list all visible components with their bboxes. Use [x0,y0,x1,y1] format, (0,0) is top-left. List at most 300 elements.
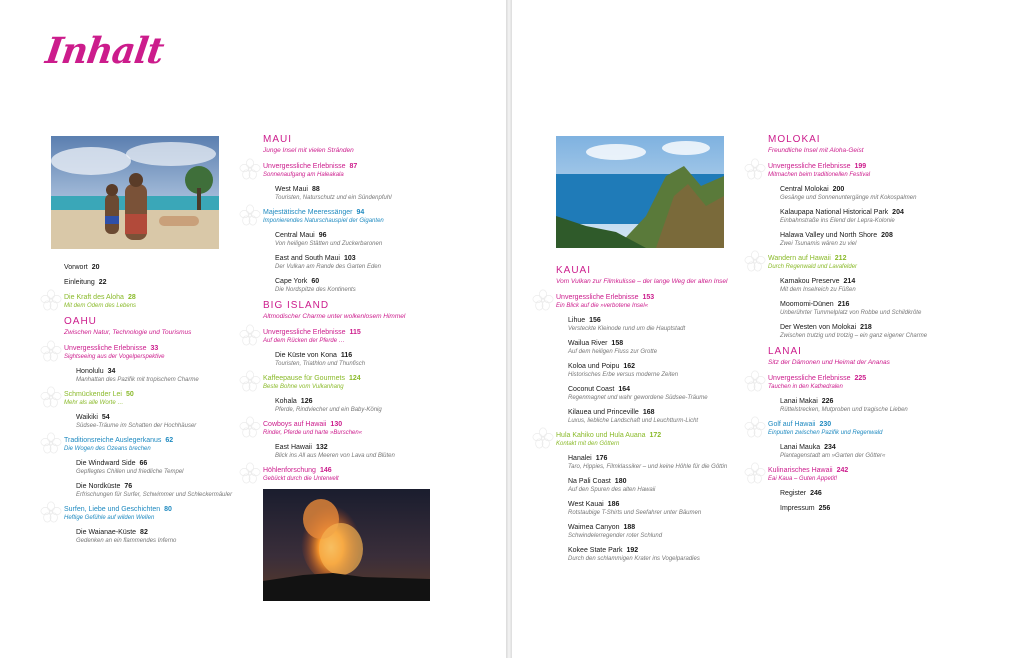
hibiscus-flower-icon [532,427,554,449]
hibiscus-flower-icon [744,158,766,180]
entry-title-line [780,443,968,452]
toc-entry[interactable] [556,362,756,379]
entry-title-line [556,293,756,302]
entry-page-number: 126 [300,398,313,405]
entry-title: Hanalei [568,455,592,462]
entry-title-line [275,277,463,286]
entry-page-number: 226 [821,398,834,405]
toc-entry[interactable] [64,459,244,476]
entry-title: Golf auf Hawaii [768,421,816,428]
entry-subtitle: Ein Blick auf die »verbotene Insel« [556,303,649,309]
toc-entry[interactable] [556,477,756,494]
entry-subtitle: Gebückt durch die Unterwelt [263,476,339,482]
toc-section-heading [768,346,968,367]
entry-page-number: 164 [618,386,630,393]
toc-entry[interactable] [768,489,968,498]
entry-title: Die Nordküste [76,483,121,490]
entry-title-line [263,374,463,383]
entry-title: West Kauai [568,501,604,508]
toc-entry[interactable] [263,397,463,414]
entry-subtitle: Rüttelstrecken, Mutproben und tragische Lieben [780,407,908,413]
entry-title: Moomomi-Dünen [780,301,834,308]
entry-subtitle: Schwindelerregender roter Schlund [568,533,663,539]
entry-subtitle: Rotstaubige T-Shirts und Seefahrer unter Bäumen [568,510,702,516]
entry-title-line [768,374,968,383]
entry-page-number: 156 [589,317,601,324]
entry-page-number: 188 [623,524,636,531]
toc-entry[interactable] [64,413,244,430]
section-title: MAUI [263,134,292,145]
entry-title: Impressum [780,505,815,512]
entry-subtitle: Versteckte Kleinode rund um die Hauptstadt [568,326,686,332]
entry-page-number: 115 [349,329,361,336]
toc-entry[interactable] [263,420,463,437]
entry-subtitle: Kontakt mit den Göttern [556,441,620,447]
entry-page-number: 66 [139,460,148,467]
entry-subtitle: Einputten zwischen Pazifik und Regenwald [768,430,883,436]
entry-subtitle: Pferde, Rindviecher und ein Baby-König [275,407,382,413]
entry-title: Halawa Valley und North Shore [780,232,878,239]
entry-page-number: 204 [892,209,904,216]
toc-column-kauai [556,265,756,569]
entry-title-line [768,162,968,171]
toc-entry[interactable] [263,185,463,202]
entry-page-number: 216 [837,301,850,308]
toc-section-heading [263,134,463,155]
entry-subtitle: Beste Bohne vom Vulkanhang [263,384,344,390]
section-title: BIG ISLAND [263,300,330,311]
entry-page-number: 22 [98,279,107,286]
entry-title-line [64,390,244,399]
entry-title: Unvergessliche Erlebnisse [263,163,346,170]
section-subtitle: Zwischen Natur, Technologie und Tourismus [64,329,192,336]
entry-page-number: 34 [107,368,116,375]
entry-title: Unvergessliche Erlebnisse [64,345,147,352]
entry-subtitle: Durch den schlammigen Krater ins Vogelparadies [568,556,700,562]
entry-page-number: 246 [810,490,822,497]
entry-page-number: 20 [91,264,100,271]
section-title: KAUAI [556,265,592,276]
hibiscus-flower-icon [744,250,766,272]
entry-title-line [568,546,756,555]
hibiscus-flower-icon [239,370,261,392]
entry-title: Na Pali Coast [568,478,611,485]
toc-section-heading [263,300,463,321]
entry-subtitle: Plantagenstadt am »Garten der Götter« [780,453,886,459]
entry-page-number: 214 [843,278,856,285]
hibiscus-flower-icon [239,204,261,226]
toc-entry[interactable] [768,397,968,414]
entry-page-number: 94 [356,209,365,216]
hibiscus-flower-icon [239,462,261,484]
entry-subtitle: Heftige Gefühle auf wilden Wellen [64,515,155,521]
section-title: LANAI [768,346,802,357]
section-title: MOLOKAI [768,134,821,145]
toc-entry[interactable] [768,443,968,460]
toc-entry[interactable] [64,278,244,287]
entry-title: Einleitung [64,279,95,286]
entry-page-number: 33 [150,345,159,352]
toc-entry[interactable] [556,431,756,448]
entry-title-line [76,459,244,468]
entry-page-number: 146 [319,467,332,474]
entry-title-line [768,420,968,429]
entry-subtitle: Sightseeing aus der Vogelperspektive [64,354,165,360]
entry-title: Kohala [275,398,297,405]
entry-title: Coconut Coast [568,386,615,393]
entry-page-number: 60 [311,278,320,285]
entry-title-line [568,500,756,509]
toc-entry[interactable] [263,208,463,225]
toc-entry[interactable] [263,466,463,483]
entry-title: Surfen, Liebe und Geschichten [64,506,161,513]
entry-page-number: 180 [614,478,627,485]
toc-entry[interactable] [768,231,968,248]
toc-section-heading [64,316,244,337]
entry-subtitle: Manhattan des Pazifik mit tropischem Charme [76,377,199,383]
entry-page-number: 218 [860,324,872,331]
page-title: Inhalt [43,30,166,72]
entry-page-number: 103 [344,255,356,262]
hibiscus-flower-icon [40,289,62,311]
entry-title: Kaffeepause für Gourmets [263,375,345,382]
entry-subtitle: Gedenken an ein flammendes Inferno [76,538,177,544]
entry-title: East and South Maui [275,255,340,262]
entry-title: Unvergessliche Erlebnisse [768,375,851,382]
entry-page-number: 132 [315,444,328,451]
entry-title-line [568,523,756,532]
entry-title: Honolulu [76,368,104,375]
entry-subtitle: Gepflegtes Chillen und friedliche Tempel [76,469,184,475]
toc-entry[interactable] [556,546,756,563]
entry-subtitle: Regenmagnet und wahr gewordene Südsee-Träume [568,395,708,401]
entry-subtitle: Touristen, Triathlon und Thunfisch [275,361,366,367]
toc-section-heading [556,265,756,286]
entry-title-line [780,489,968,498]
entry-subtitle: Unberührter Tummelplatz von Robbe und Schildkröte [780,310,922,316]
entry-title-line [568,362,756,371]
entry-title: Die Windward Side [76,460,136,467]
entry-title-line [64,436,244,445]
entry-title: Vorwort [64,264,88,271]
entry-page-number: 87 [349,163,358,170]
entry-subtitle: Gesänge und Sonnenuntergänge mit Kokospalmen [780,195,917,201]
entry-subtitle: Die Wogen des Ozeans brechen [64,446,151,452]
entry-title-line [568,339,756,348]
entry-title-line [275,397,463,406]
toc-entry[interactable] [768,300,968,317]
entry-page-number: 256 [818,505,831,512]
entry-title-line [263,208,463,217]
section-subtitle: Freundliche Insel mit Aloha-Geist [768,147,864,154]
toc-entry[interactable] [263,231,463,248]
entry-title-line [568,316,756,325]
entry-subtitle: Mit dem Odem des Lebens [64,303,137,309]
entry-title-line [780,397,968,406]
entry-subtitle: Der Vulkan am Rande des Garten Eden [275,264,381,270]
section-subtitle: Vom Vulkan zur Filmkulisse – der lange Weg der alten Insel [556,278,728,285]
entry-subtitle: Südsee-Träume im Schatten der Hochhäuser [76,423,197,429]
entry-title: Majestätische Meeressänger [263,209,353,216]
toc-entry[interactable] [768,323,968,340]
toc-entry[interactable] [556,454,756,471]
toc-entry[interactable] [64,263,244,272]
entry-title-line [263,466,463,475]
toc-entry[interactable] [64,482,244,499]
entry-page-number: 88 [311,186,320,193]
entry-page-number: 82 [140,529,148,536]
entry-subtitle: Erfrischungen für Surfer, Schwimmer und Schleckermäuler [76,492,233,498]
entry-title-line [64,278,244,287]
entry-title-line [263,162,463,171]
entry-title: Kulinarisches Hawaii [768,467,833,474]
entry-title: Central Maui [275,232,315,239]
entry-title-line [275,185,463,194]
entry-page-number: 80 [164,506,172,513]
entry-subtitle: Tauchen in den Kathedralen [768,384,843,390]
toc-entry[interactable] [263,351,463,368]
entry-title-line [780,208,968,217]
toc-entry[interactable] [556,316,756,333]
entry-subtitle: Rinder, Pferde und harte »Burschen« [263,430,363,436]
entry-subtitle: Auf dem Rücken der Pferde … [263,338,345,344]
entry-subtitle: Einbahnstraße ins Elend der Lepra-Kolonie [780,218,895,224]
toc-entry[interactable] [768,254,968,271]
entry-page-number: 168 [642,409,655,416]
entry-page-number: 162 [623,363,636,370]
entry-title-line [780,277,968,286]
entry-page-number: 54 [101,414,110,421]
section-subtitle: Altmodischer Charme unter wolkenlosem Himmel [263,313,406,320]
right-page [512,0,1020,658]
hibiscus-flower-icon [239,416,261,438]
entry-subtitle: Touristen, Naturschutz und ein Sündenpfuhl [275,195,392,201]
toc-entry[interactable] [263,374,463,391]
entry-title: Lanai Makai [780,398,818,405]
toc-column-left [64,263,244,551]
entry-title-line [275,443,463,452]
entry-subtitle: Mit dem Inselreich zu Füßen [780,287,856,293]
entry-title-line [76,528,244,537]
entry-title-line [768,254,968,263]
toc-entry[interactable] [263,328,463,345]
entry-title: Die Küste von Kona [275,352,337,359]
entry-subtitle: Blick ins All aus Meeren von Lava und Blüten [275,453,395,459]
entry-title-line [64,505,244,514]
entry-title: Höhlenforschung [263,467,316,474]
toc-entry[interactable] [263,277,463,294]
entry-title: Die Waianae-Küste [76,529,137,536]
entry-title: Unvergessliche Erlebnisse [768,163,851,170]
entry-subtitle: Mehr als alle Worte … [64,400,124,406]
entry-page-number: 225 [854,375,867,382]
entry-page-number: 186 [607,501,620,508]
entry-page-number: 242 [836,467,849,474]
entry-title-line [64,263,244,272]
entry-subtitle: Von heiligen Stätten und Zuckerbaronen [275,241,383,247]
entry-title: Schmückender Lei [64,391,122,398]
entry-title-line [780,300,968,309]
entry-page-number: 124 [348,375,361,382]
entry-title-line [275,254,463,263]
toc-entry[interactable] [64,390,244,407]
hibiscus-flower-icon [40,386,62,408]
entry-title-line [780,504,968,513]
entry-subtitle: Durch Regenwald und Lavafelder [768,264,858,270]
entry-title-line [568,408,756,417]
hibiscus-flower-icon [744,416,766,438]
entry-page-number: 153 [642,294,655,301]
photo-volcano-eruption [263,489,430,601]
toc-column-right [768,134,968,519]
entry-page-number: 158 [611,340,624,347]
hibiscus-flower-icon [744,462,766,484]
toc-entry[interactable] [64,528,244,545]
entry-page-number: 50 [125,391,134,398]
entry-title: Cape York [275,278,308,285]
entry-title: Wandern auf Hawaii [768,255,831,262]
entry-title-line [568,385,756,394]
hibiscus-flower-icon [239,158,261,180]
entry-subtitle: Imponierendes Naturschauspiel der Giganten [263,218,384,224]
entry-title: Lanai Mauka [780,444,821,451]
entry-page-number: 230 [819,421,832,428]
toc-entry[interactable] [768,466,968,483]
toc-entry[interactable] [263,443,463,460]
toc-entry[interactable] [768,185,968,202]
toc-entry[interactable] [556,339,756,356]
entry-title-line [64,293,244,302]
entry-title-line [263,420,463,429]
entry-subtitle: Die Nordspitze des Kontinents [275,287,356,293]
entry-title-line [556,431,756,440]
entry-title-line [780,185,968,194]
entry-title: Unvergessliche Erlebnisse [556,294,639,301]
entry-title: Koloa und Poipu [568,363,620,370]
entry-page-number: 212 [834,255,847,262]
entry-page-number: 28 [127,294,136,301]
entry-title: Die Kraft des Aloha [64,294,124,301]
entry-subtitle: Luxus, liebliche Landschaft und Leuchtturm-Licht [568,418,699,424]
entry-title-line [780,323,968,332]
toc-entry[interactable] [556,293,756,310]
photo-na-pali-coast [556,136,724,248]
section-subtitle: Sitz der Dämonen und Heimat der Ananas [768,359,890,366]
toc-entry[interactable] [768,504,968,513]
toc-entry[interactable] [556,385,756,402]
toc-entry[interactable] [768,277,968,294]
entry-title-line [263,328,463,337]
photo-beach-people [51,136,219,249]
entry-subtitle: Sonnenaufgang am Haleakala [263,172,344,178]
toc-entry[interactable] [556,500,756,517]
entry-title: Register [780,490,807,497]
hibiscus-flower-icon [40,432,62,454]
entry-title: Der Westen von Molokai [780,324,857,331]
hibiscus-flower-icon [40,501,62,523]
entry-page-number: 176 [595,455,608,462]
toc-column-middle [263,134,463,489]
entry-page-number: 130 [330,421,343,428]
hibiscus-flower-icon [744,370,766,392]
entry-title-line [768,466,968,475]
entry-title-line [76,367,244,376]
entry-title: Kalaupapa National Historical Park [780,209,889,216]
entry-page-number: 76 [124,483,133,490]
toc-entry[interactable] [768,162,968,179]
entry-page-number: 116 [340,352,353,359]
entry-subtitle: Eai Kaua – Guten Appetit! [768,476,838,482]
hibiscus-flower-icon [239,324,261,346]
entry-subtitle: Taro, Hippies, Filmklassiker – und keine Höhle für die Göttin [568,464,728,470]
entry-title-line [64,344,244,353]
entry-title: Central Molokai [780,186,829,193]
entry-title: Kilauea und Princeville [568,409,639,416]
toc-entry[interactable] [768,420,968,437]
entry-subtitle: Historisches Erbe versus moderne Zeiten [568,372,679,378]
section-subtitle: Junge Insel mit vielen Stränden [263,147,354,154]
toc-entry[interactable] [263,254,463,271]
entry-title-line [780,231,968,240]
toc-entry[interactable] [768,208,968,225]
entry-title-line [568,477,756,486]
toc-entry[interactable] [768,374,968,391]
entry-title-line [275,231,463,240]
toc-entry[interactable] [64,367,244,384]
entry-subtitle: Auf dem heiligen Fluss zur Grotte [568,349,658,355]
entry-title: Cowboys auf Hawaii [263,421,327,428]
entry-page-number: 234 [824,444,836,451]
entry-title: Unvergessliche Erlebnisse [263,329,346,336]
entry-subtitle: Zwischen trutzig und trotzig – ein ganz eigener Charme [780,333,928,339]
hibiscus-flower-icon [40,340,62,362]
entry-title-line [76,482,244,491]
toc-entry[interactable] [556,408,756,425]
entry-title-line [76,413,244,422]
entry-title: Wailua River [568,340,608,347]
toc-entry[interactable] [64,505,244,522]
entry-page-number: 96 [318,232,327,239]
entry-subtitle: Auf den Spuren des alten Hawaii [568,487,656,493]
entry-page-number: 208 [881,232,893,239]
toc-entry[interactable] [64,344,244,361]
toc-entry[interactable] [64,293,244,310]
entry-subtitle: Zwei Tsunamis wären zu viel [780,241,857,247]
entry-page-number: 62 [165,437,174,444]
entry-title: Lihue [568,317,586,324]
entry-title: West Maui [275,186,308,193]
entry-title: Waimea Canyon [568,524,620,531]
entry-title-line [275,351,463,360]
toc-entry[interactable] [263,162,463,179]
entry-title: Kokee State Park [568,547,623,554]
entry-title: Traditionsreiche Auslegerkanus [64,437,162,444]
left-page [0,0,506,658]
entry-title-line [568,454,756,463]
entry-title: Waikiki [76,414,98,421]
entry-page-number: 200 [832,186,845,193]
toc-entry[interactable] [556,523,756,540]
entry-subtitle: Mitmachen beim traditionellen Festival [768,172,871,178]
entry-page-number: 192 [626,547,639,554]
toc-entry[interactable] [64,436,244,453]
entry-title: Hula Kahiko und Hula Auana [556,432,646,439]
entry-page-number: 172 [649,432,662,439]
entry-title: Kamakou Preserve [780,278,840,285]
entry-page-number: 199 [854,163,867,170]
entry-title: East Hawaii [275,444,312,451]
hibiscus-flower-icon [532,289,554,311]
